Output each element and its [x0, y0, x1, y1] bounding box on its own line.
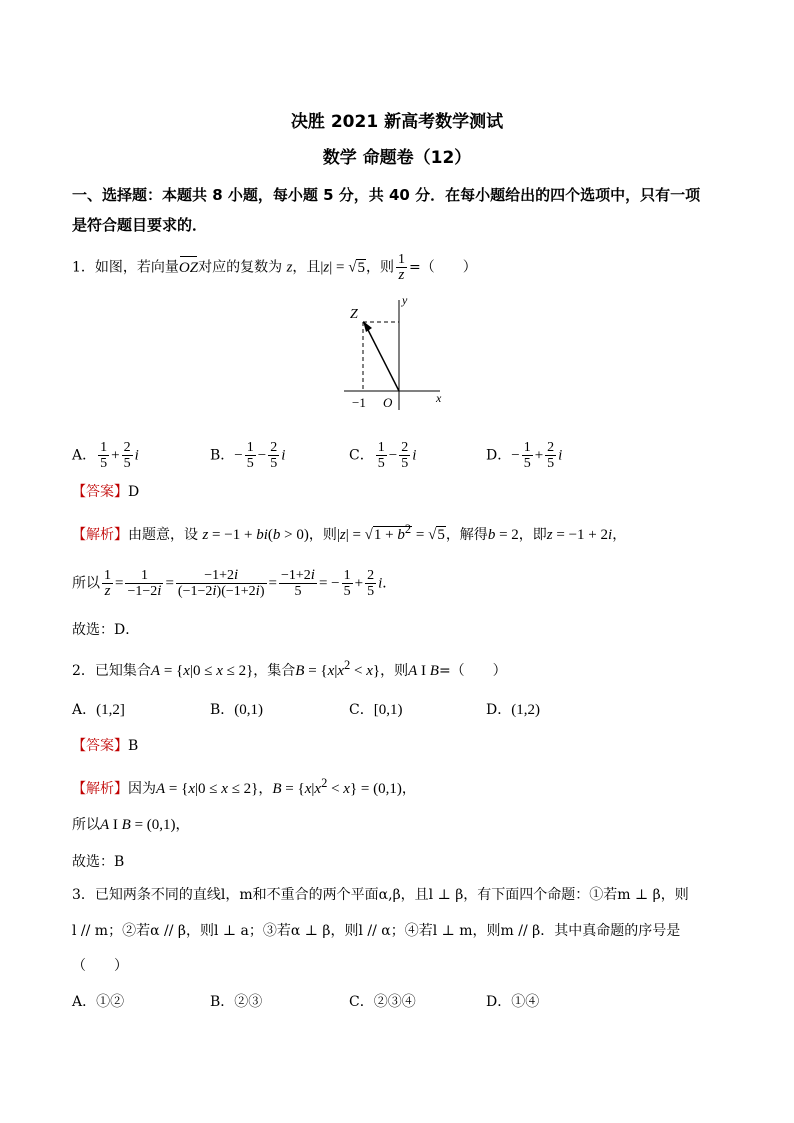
- vector-arrowhead: [363, 321, 372, 332]
- neg-one-label: −1: [352, 395, 366, 410]
- q1-option-b: B．− $\frac{1}{5}$ − $\frac{2}{5}$ i: [210, 440, 286, 471]
- complex-plane-figure: [340, 292, 450, 412]
- option-letter: C．: [349, 447, 374, 464]
- q2-answer: [72, 736, 138, 756]
- section-heading-line1: 一、选择题：本题共 8 小题，每小题 5 分，共 40 分．在每小题给出的四个选项中，只有一项: [72, 186, 701, 204]
- q1-stem-text: 1．如图，若向量: [72, 259, 179, 276]
- q3-option-a: A．①②: [72, 994, 125, 1010]
- y-axis-label: y: [402, 293, 408, 307]
- answer-tag: 【答案】: [72, 738, 128, 754]
- q1-option-a: A． $\frac{1}{5}$ + $\frac{2}{5}$ i: [72, 440, 139, 471]
- q2-option-b: B．(0,1): [210, 702, 264, 718]
- q3-option-d: D．①④: [486, 994, 540, 1010]
- point-z-label: Z: [350, 307, 358, 322]
- q1-stem-text: ，则: [365, 259, 394, 276]
- option-letter: B．: [210, 447, 235, 464]
- q1-option-d: D．− $\frac{1}{5}$ + $\frac{2}{5}$ i: [486, 440, 563, 471]
- q1-computation: 所以 $\frac{1}{z}$ = $\frac{1}{-1-2i}$ = $\frac{-1+2i}{(-1-2i)(-1+2i)}$ = $\frac{-1+2i}{5}$ = − $\frac{1}{5}$ + $\frac{2}{5}$ i．: [72, 567, 397, 599]
- q1-option-c: C． $\frac{1}{5}$ − $\frac{2}{5}$ i: [349, 440, 417, 471]
- q1-stem-text: =（ ）: [408, 259, 477, 276]
- q1-stem-text: 对应的复数为: [198, 259, 283, 276]
- q2-analysis: 【解析】因为A = {x|0 ≤ x ≤ 2}，$B = \{x|x^2 < x\} = (0,1)$，: [72, 776, 416, 797]
- q1-conclusion: 故选：D．: [72, 622, 140, 638]
- vector-line: [365, 324, 399, 391]
- q1-stem: 1．如图，若向量OZ对应的复数为 z，且|z| = √5，则 $\frac{1}{z}$ =（ ）: [72, 252, 477, 283]
- vector-oz: OZ: [178, 259, 199, 276]
- q3-option-b: B．②③: [210, 994, 263, 1010]
- q2-option-c: C．[0,1): [349, 702, 403, 718]
- answer-value: B: [128, 738, 139, 754]
- q2-conclusion: 故选：B: [72, 854, 125, 870]
- answer-tag: 【答案】: [72, 484, 128, 500]
- exam-subtitle: 数学 命题卷（12）: [322, 148, 472, 168]
- q2-stem: 2．已知集合A = {x|0 ≤ x ≤ 2}，集合$B = \{x|x^2 < x\}$，则A I B=（ ）: [72, 658, 507, 679]
- analysis-tag: 【解析】: [72, 781, 128, 797]
- option-letter: A．: [72, 447, 97, 464]
- q3-stem-line1: 3．已知两条不同的直线l，m和不重合的两个平面α,β，且l ⊥ β，有下面四个命题：①若m ⊥ β，则: [72, 887, 689, 903]
- q1-analysis: 【解析】由题意，设 z = −1 + bi(b > 0)，则$|z| = √1 + b^2 = √5$，解得b = 2，即z = −1 + 2i，: [72, 522, 627, 543]
- analysis-tag: 【解析】: [72, 527, 128, 543]
- x-axis-label: x: [436, 391, 442, 405]
- q2-option-a: A．(1,2]: [72, 702, 125, 718]
- q1-stem-text: ，且: [292, 259, 321, 276]
- origin-label: O: [383, 395, 393, 410]
- answer-value: D: [128, 484, 140, 500]
- q1-answer: [72, 482, 139, 502]
- option-letter: D．: [486, 447, 512, 464]
- section-heading-line2: 是符合题目要求的．: [72, 216, 208, 234]
- exam-title: 决胜 2021 新高考数学测试: [290, 112, 504, 132]
- q3-stem-line2: l // m；②若α // β，则l ⊥ a；③若α ⊥ β，则l // α；④若l ⊥ m，则m // β．其中真命题的序号是: [72, 923, 681, 939]
- q2-option-d: D．(1,2): [486, 702, 540, 718]
- q3-stem-line3: （ ）: [72, 958, 128, 974]
- q3-option-c: C．②③④: [349, 994, 416, 1010]
- q2-computation: 所以A I B = (0,1)，: [72, 817, 190, 833]
